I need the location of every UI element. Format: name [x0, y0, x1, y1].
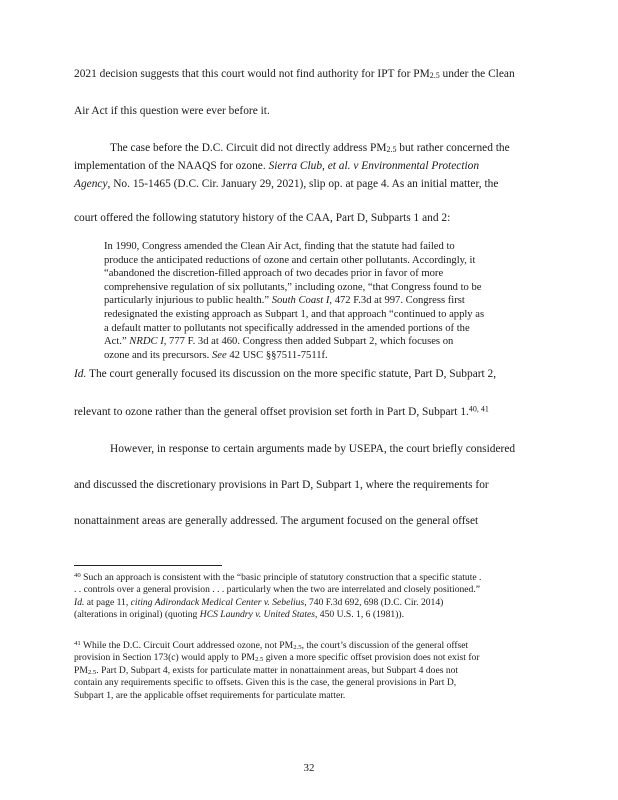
- case-citation: citing Adirondack Medical Center v. Sebelius: [130, 596, 305, 608]
- text-run: , 740 F.3d 692, 698 (D.C. Cir. 2014): [304, 596, 444, 608]
- body-line: [74, 367, 554, 381]
- footnote-line: [74, 597, 554, 609]
- subscript: 2.5: [429, 71, 440, 81]
- body-line: and discussed the discretionary provisions in Part D, Subpart 1, where the requirements for: [74, 479, 489, 491]
- subscript: 2.5: [87, 668, 97, 676]
- subscript: 2.5: [254, 656, 264, 664]
- footnote-41: [74, 640, 554, 702]
- text-run: Act.”: [104, 336, 130, 348]
- quote-line: [104, 335, 544, 349]
- text-run: , the court’s discussion of the general offset: [301, 640, 469, 651]
- footnote-line: contain any requirements specific to offsets. Given this is the case, the general provisions in Part D,: [74, 677, 457, 689]
- text-run: at page 11,: [84, 596, 131, 608]
- text-run: under the Clean: [439, 68, 515, 80]
- id-citation: Id.: [74, 368, 87, 380]
- text-run: , 777 F. 3d at 460. Congress then added Subpart 2, which focuses on: [163, 336, 454, 348]
- footnote-ref[interactable]: 40, 41: [468, 404, 489, 414]
- text-run: , No. 15-1465 (D.C. Cir. January 29, 2021), slip op. at page 4. As an initial matter, the: [107, 178, 499, 190]
- case-citation: Agency: [74, 178, 108, 190]
- text-run: particularly injurious to public health.”: [104, 295, 272, 307]
- page-number: 32: [303, 762, 315, 774]
- text-run: 42 USC §§7511-7511f.: [226, 349, 328, 361]
- text-run: PM: [74, 664, 88, 676]
- footnote-line: [74, 665, 554, 677]
- body-line: nonattainment areas are generally addressed. The argument focused on the general offset: [74, 515, 479, 527]
- body-line: Air Act if this question were ever before it.: [74, 105, 270, 117]
- text-run: . Part D, Subpart 4, exists for particulate matter in nonattainment areas, but Subpart 4 does not: [96, 664, 459, 676]
- quote-line: comprehensive regulation of six pollutants,” including ozone, “that Congress found to be: [104, 281, 482, 293]
- body-line: [74, 405, 554, 419]
- text-run: but rather concerned the: [396, 142, 510, 154]
- text-run: implementation of the NAAQS for ozone.: [74, 160, 269, 172]
- footnote-line: [74, 652, 554, 664]
- body-line: [74, 159, 554, 173]
- text-run: provision in Section 173(c) would apply to PM: [74, 652, 255, 664]
- footnote-line: [74, 572, 554, 584]
- text-run: The court generally focused its discussion on the more specific statute, Part D, Subpart 2,: [86, 368, 497, 380]
- text-run: The case before the D.C. Circuit did not directly address PM: [110, 142, 387, 154]
- text-run: , 472 F.3d at 997. Congress first: [329, 295, 465, 307]
- subscript: 2.5: [293, 644, 302, 651]
- case-citation: South Coast I: [271, 295, 330, 307]
- quote-line: [104, 294, 544, 308]
- body-line: court offered the following statutory history of the CAA, Part D, Subparts 1 and 2:: [74, 212, 451, 224]
- signal-word: See: [211, 349, 227, 361]
- quote-line: In 1990, Congress amended the Clean Air Act, finding that the statute had failed to: [104, 241, 455, 252]
- footnote-line: [74, 640, 554, 652]
- text-run: , 450 U.S. 1, 6 (1981)).: [314, 609, 404, 621]
- quote-line: redesignated the existing approach as Subpart 1, and that approach “continued to apply as: [104, 308, 485, 320]
- text-run: given a more specific offset provision does not exist for: [263, 652, 480, 664]
- body-line: [74, 177, 554, 191]
- body-line: However, in response to certain arguments made by USEPA, the court briefly considered: [110, 443, 516, 455]
- quote-line: “abandoned the discretion-filled approach of two decades prior in favor of more: [104, 268, 444, 280]
- footnote-marker: 40: [74, 571, 81, 579]
- footnote-40: [74, 572, 554, 622]
- block-quote: [104, 240, 544, 362]
- footnote-marker: 41: [74, 639, 81, 647]
- body-line: [74, 67, 554, 81]
- case-citation: HCS Laundry v. United States: [199, 609, 315, 621]
- text-run: Such an approach is consistent with the “basic principle of statutory construction that a specific statute .: [80, 572, 482, 583]
- text-run: ozone and its precursors.: [104, 349, 212, 361]
- quote-line: produce the anticipated reductions of ozone and certain other pollutants. Accordingly, it: [104, 254, 476, 266]
- text-run: (alterations in original) (quoting: [74, 609, 200, 621]
- case-citation: Sierra Club, et al. v Environmental Protection: [268, 160, 480, 172]
- text-run: 2021 decision suggests that this court would not find authority for IPT for PM: [74, 68, 430, 80]
- id-citation: Id.: [74, 596, 85, 608]
- footnote-line: . . controls over a general provision . . . particularly when the two are interrelated and closely positioned.”: [74, 584, 481, 596]
- text-run: While the D.C. Circuit Court addressed ozone, not PM: [80, 640, 294, 651]
- body-line: [110, 141, 590, 155]
- footnote-line: [74, 609, 554, 621]
- text-run: relevant to ozone rather than the general offset provision set forth in Part D, Subpart 1.: [74, 406, 469, 418]
- subscript: 2.5: [386, 145, 397, 155]
- case-citation: NRDC I: [129, 336, 164, 348]
- footnote-line: Subpart 1, are the applicable offset requirements for particulate matter.: [74, 689, 346, 701]
- quote-line: a default matter to pollutants not specifically addressed in the amended portions of the: [104, 322, 470, 334]
- quote-line: [104, 349, 544, 363]
- footnote-divider: [74, 565, 222, 566]
